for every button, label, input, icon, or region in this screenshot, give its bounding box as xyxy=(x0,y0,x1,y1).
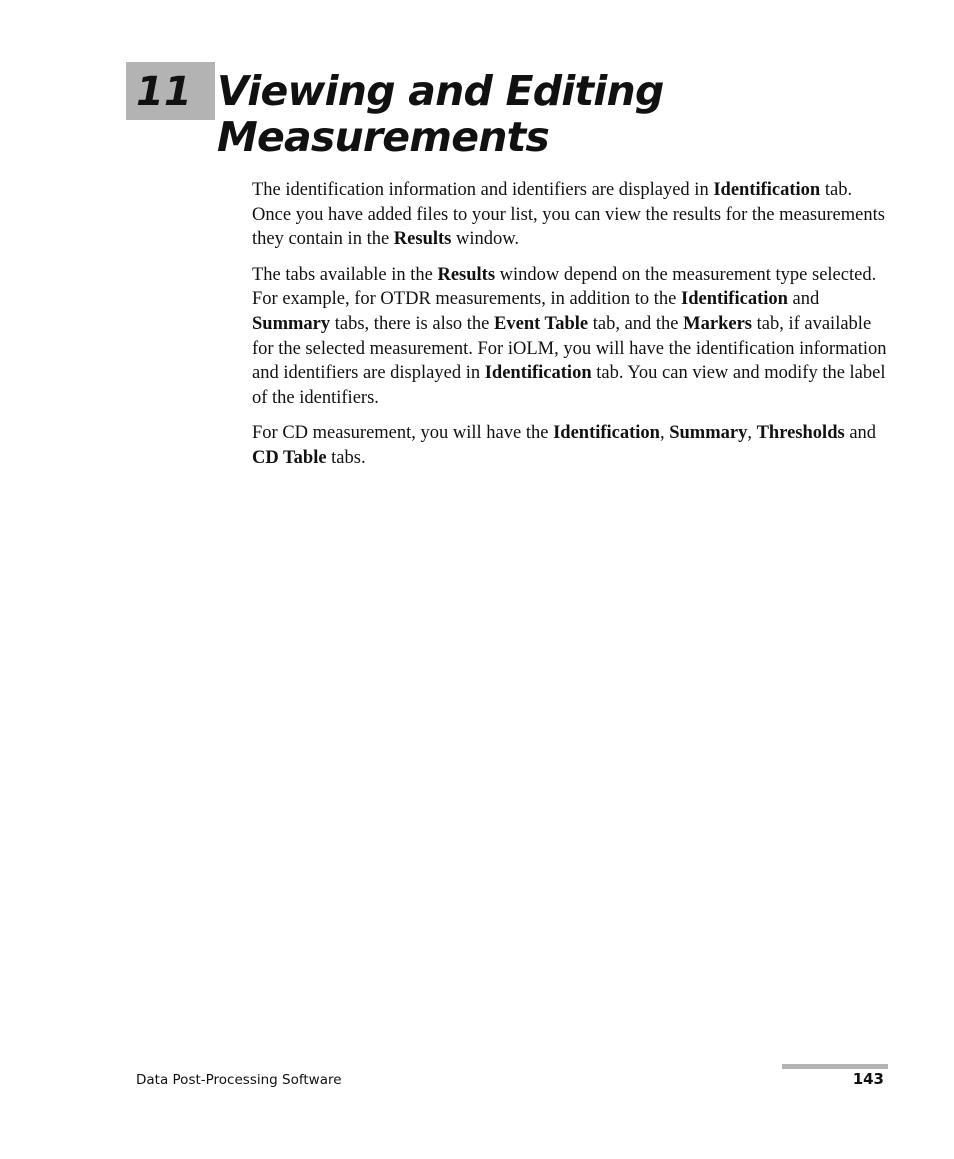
chapter-title xyxy=(217,68,897,160)
chapter-title-line-2: Measurements xyxy=(217,113,550,161)
bold-term: Identification xyxy=(713,180,821,200)
footer-document-title: Data Post-Processing Software xyxy=(136,1072,342,1088)
paragraph-1: The identification information and identifiers are displayed in Identification tab. Once you have added files to your list, you can view the results for the measurements they contain in the Results window. xyxy=(252,180,885,250)
bold-term: Event Table xyxy=(494,313,589,334)
bold-term: Identification xyxy=(681,289,788,310)
bold-term: CD Table xyxy=(252,447,327,468)
bold-term: Summary xyxy=(252,313,331,334)
bold-term: Identification xyxy=(553,423,660,444)
body-text xyxy=(252,178,892,482)
bold-term: Results xyxy=(437,264,496,285)
bold-term: Summary xyxy=(669,423,748,444)
paragraph-3: For CD measurement, you will have the Identification, Summary, Thresholds and CD Table tabs. xyxy=(252,423,877,468)
page-number: 143 xyxy=(852,1070,884,1088)
bold-term: Thresholds xyxy=(756,423,845,444)
paragraph-2: The tabs available in the Results window depend on the measurement type selected. For example, for OTDR measurements, in addition to the Identification and Summary tabs, there is also the Event Table tab, and the Markers tab, if available for the selected measurement. For iOLM, you will have the identification information and identifiers are displayed in Identification tab. You can view and modify the label of the identifiers. xyxy=(252,264,887,408)
chapter-number: 11 xyxy=(136,69,192,115)
chapter-title-line-1: Viewing and Editing xyxy=(217,67,664,115)
bold-term: Results xyxy=(393,229,452,250)
bold-term: Markers xyxy=(683,313,752,334)
bold-term: Identification xyxy=(484,363,592,384)
